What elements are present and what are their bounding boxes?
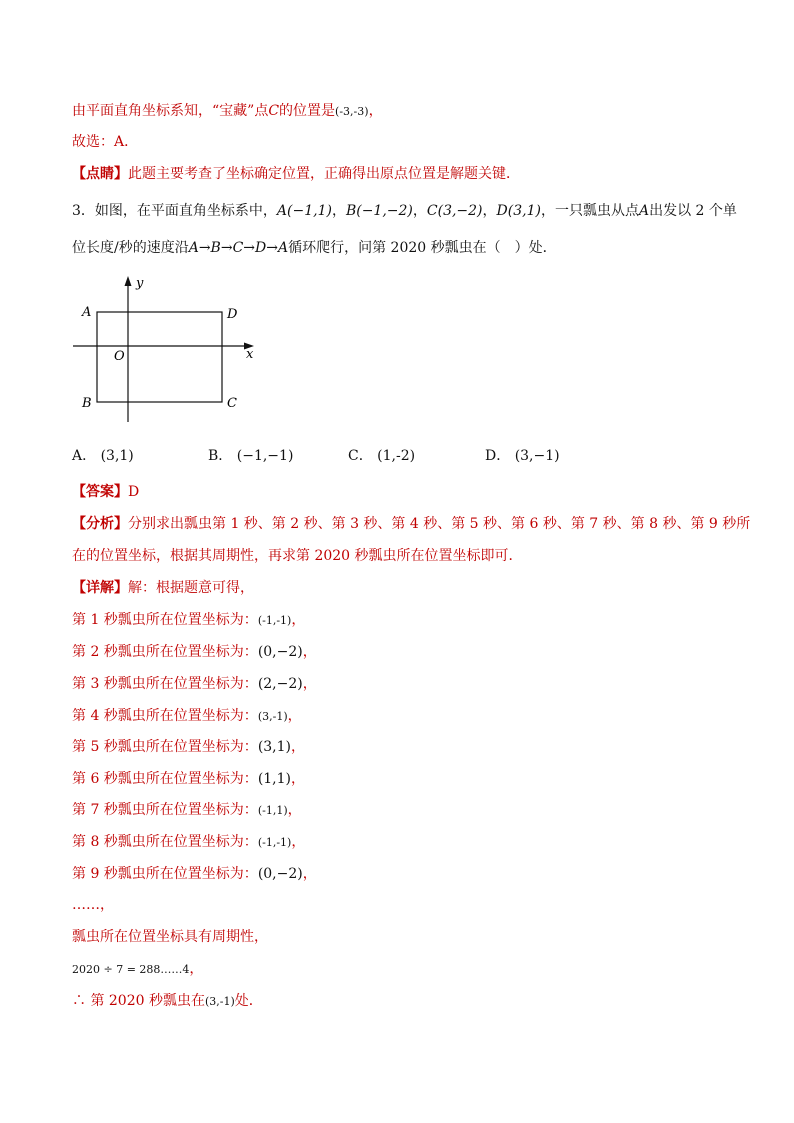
row-end: ， (291, 739, 306, 755)
row-coord: (0,−2) (257, 866, 303, 882)
calc-end: ， (189, 961, 204, 977)
intro-mid: 的位置是 (279, 103, 336, 119)
label-a: A (82, 305, 92, 320)
row-text: 第 6 秒瓢虫所在位置坐标为： (72, 771, 258, 787)
periodic-line: 瓢虫所在位置坐标具有周期性， (72, 929, 268, 945)
option-letter: B． (208, 448, 233, 464)
option-c[interactable] (348, 445, 415, 465)
detail-row (72, 737, 305, 757)
option-value: (3,−1) (514, 448, 560, 464)
label-b: B (82, 396, 92, 411)
analysis-tag: 【分析】 (72, 516, 128, 532)
option-letter: A． (72, 448, 97, 464)
calc-expression: 2020 ÷ 7 = 288……4 (72, 963, 190, 976)
start-point: A (638, 203, 650, 219)
point-c: C(3,−2) (426, 203, 483, 219)
row-end: ， (302, 866, 317, 882)
question-line-2 (72, 238, 557, 258)
row-coord: (0,−2) (257, 644, 303, 660)
analysis-line-2: 在的位置坐标，根据其周期性，再求第 2020 秒瓢虫所在位置坐标即可． (72, 548, 523, 564)
detail-tag: 【详解】 (72, 580, 128, 596)
question-mid: ，一只瓢虫从点 (540, 203, 639, 219)
question-line2-start: 位长度/秒的速度沿 (72, 240, 189, 256)
row-end: ， (291, 612, 306, 628)
treasure-coord: (-3,-3) (335, 105, 369, 118)
label-c: C (227, 396, 237, 411)
label-d: D (227, 307, 238, 322)
option-d[interactable] (485, 445, 560, 465)
detail-row (72, 610, 305, 631)
row-coord: (3,-1) (257, 710, 288, 723)
row-text: 第 4 秒瓢虫所在位置坐标为： (72, 708, 258, 724)
row-end: ， (302, 676, 317, 692)
option-letter: D． (485, 448, 511, 464)
option-a[interactable] (72, 445, 134, 465)
ellipsis-line: ……， (72, 897, 114, 913)
answer-tag: 【答案】 (72, 484, 128, 500)
point-c-label: C (268, 103, 280, 119)
detail-row (72, 642, 317, 662)
row-text: 第 8 秒瓢虫所在位置坐标为： (72, 834, 258, 850)
intro-text: 由平面直角坐标系知，“宝藏”点 (72, 103, 269, 119)
detail-intro-line (72, 578, 254, 598)
label-x: x (246, 347, 254, 362)
row-end: ， (287, 708, 302, 724)
separator: ， (331, 203, 346, 219)
detail-row (72, 674, 317, 694)
row-text: 第 2 秒瓢虫所在位置坐标为： (72, 644, 258, 660)
conclusion-coord: (3,-1) (204, 995, 235, 1008)
detail-intro: 解：根据题意可得， (128, 580, 254, 596)
row-coord: (-1,-1) (257, 614, 292, 627)
row-coord: (2,−2) (257, 676, 303, 692)
detail-row (72, 864, 317, 884)
detail-row (72, 832, 305, 853)
row-coord: (-1,-1) (257, 836, 292, 849)
option-b[interactable] (208, 445, 293, 465)
coordinate-figure (70, 272, 270, 430)
option-letter: C． (348, 448, 373, 464)
analysis-text-1: 分别求出瓢虫第 1 秒、第 2 秒、第 3 秒、第 4 秒、第 5 秒、第 6 秒、第 7 秒、第 8 秒、第 9 秒所 (128, 516, 751, 532)
label-y: y (136, 276, 144, 291)
comment-tag: 【点睛】 (72, 166, 128, 182)
answer-value: D (128, 484, 140, 500)
answer-line (72, 482, 139, 502)
row-text: 第 7 秒瓢虫所在位置坐标为： (72, 802, 258, 818)
detail-row (72, 769, 305, 789)
row-end: ， (291, 834, 306, 850)
option-value: (−1,−1) (236, 448, 294, 464)
analysis-line-1 (72, 514, 750, 534)
y-axis-arrow (125, 276, 132, 286)
row-coord: (-1,1) (257, 804, 288, 817)
question-line-1 (72, 201, 737, 221)
question-tail: 出发以 2 个单 (649, 203, 737, 219)
label-origin: O (114, 349, 125, 364)
point-a: A(−1,1) (276, 203, 332, 219)
conclusion-line (72, 991, 263, 1012)
question-line2-end: 循环爬行，问第 2020 秒瓢虫在（ ）处． (288, 240, 557, 256)
row-end: ， (302, 644, 317, 660)
point-b: B(−1,−2) (345, 203, 413, 219)
detail-row (72, 800, 302, 821)
row-end: ， (287, 802, 302, 818)
row-coord: (3,1) (257, 739, 292, 755)
calc-line (72, 959, 203, 980)
crawl-path: A→B→C→D→A (188, 240, 289, 256)
row-text: 第 1 秒瓢虫所在位置坐标为： (72, 612, 258, 628)
point-d: D(3,1) (496, 203, 541, 219)
separator: ， (412, 203, 427, 219)
row-text: 第 3 秒瓢虫所在位置坐标为： (72, 676, 258, 692)
detail-row (72, 706, 302, 727)
intro-end: ， (368, 103, 383, 119)
row-text: 第 9 秒瓢虫所在位置坐标为： (72, 866, 258, 882)
option-value: (1,-2) (377, 448, 416, 464)
intro-line (72, 101, 383, 122)
option-value: (3,1) (100, 448, 134, 464)
separator: ， (482, 203, 497, 219)
row-text: 第 5 秒瓢虫所在位置坐标为： (72, 739, 258, 755)
choose-line: 故选：A． (72, 134, 139, 150)
question-start: 3．如图，在平面直角坐标系中， (72, 203, 277, 219)
conclusion-end: 处． (234, 993, 263, 1009)
comment-line (72, 164, 520, 184)
row-end: ， (291, 771, 306, 787)
comment-text: 此题主要考查了坐标确定位置，正确得出原点位置是解题关键． (128, 166, 520, 182)
row-coord: (1,1) (257, 771, 292, 787)
conclusion-start: ∴ 第 2020 秒瓢虫在 (72, 993, 205, 1009)
